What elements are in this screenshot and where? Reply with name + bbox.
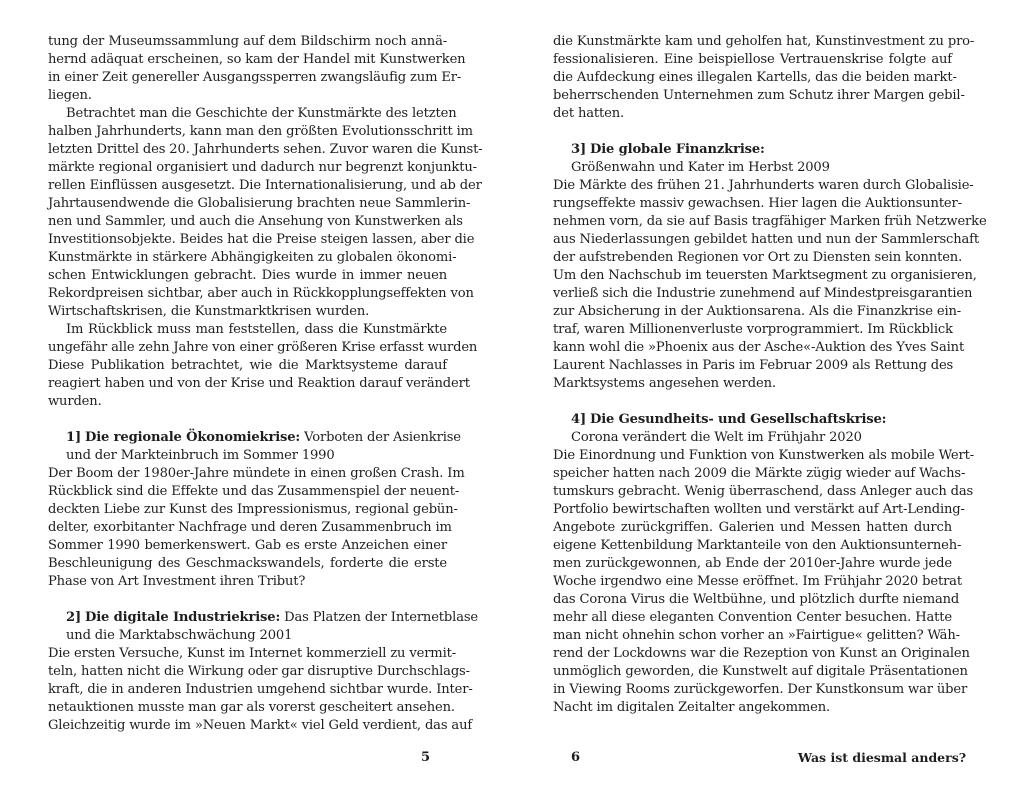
text-line: Investitionsobjekte. Beides hat die Preise steigen lassen, aber die (48, 232, 475, 247)
text-line: tung der Museumssammlung auf dem Bildschirm noch annä- (48, 34, 447, 49)
text-line: die Kunstmärkte kam und geholfen hat, Kunstinvestment zu pro- (553, 34, 975, 49)
text-line: Rekordpreisen sichtbar, aber auch in Rückkopplungseffekten von (48, 286, 474, 301)
section-subtitle: und die Marktabschwächung 2001 (66, 628, 293, 643)
text-line: reagiert haben und von der Krise und Reaktion darauf verändert (48, 376, 470, 391)
text-line: Kunstmärkte in stärkere Abhängigkeiten zu globalen ökonomi- (48, 250, 457, 265)
text-line: Der Boom der 1980er-Jahre mündete in einen großen Crash. Im (48, 466, 465, 481)
text-line: die Aufdeckung eines illegalen Kartells, das die beiden markt- (553, 70, 957, 85)
text-line: Sommer 1990 bemerkenswert. Gab es erste Anzeichen einer (48, 538, 447, 553)
spacer (553, 123, 952, 141)
text-line: Jahrtausendwende die Globalisierung brachten neue Sammlerin- (48, 196, 471, 211)
text-line: Diese Publikation betrachtet, wie die Marktsysteme darauf (48, 358, 447, 373)
text-line: hernd adäquat erscheinen, so kam der Handel mit Kunstwerken (48, 52, 466, 67)
text-line: beherrschenden Unternehmen zum Schutz ihrer Margen gebil- (553, 88, 965, 103)
text-line: Phase von Art Investment ihren Tribut? (48, 574, 306, 589)
text-line: rellen Einflüssen ausgesetzt. Die Internationalisierung, und ab der (48, 178, 482, 193)
section-subtitle: Das Platzen der Internetblase (284, 610, 479, 625)
section-3 (553, 141, 987, 393)
paragraph-1 (48, 33, 466, 105)
spacer (48, 591, 447, 609)
section-number: 2] (66, 610, 82, 625)
right-text-column (553, 33, 987, 717)
text-line: märkte regional organisiert und dadurch nur begrenzt konjunktu- (48, 160, 477, 175)
section-title: Die globale Finanzkrise: (590, 142, 765, 157)
section-heading (553, 141, 952, 159)
spacer (553, 393, 952, 411)
text-line: Beschleunigung des Geschmackswandels, forderte die erste (48, 556, 447, 571)
text-line: Rückblick sind die Effekte und das Zusammenspiel der neuent- (48, 484, 460, 499)
text-line: Betrachtet man die Geschichte der Kunstmärkte des letzten (66, 106, 457, 121)
text-line: nen und Sammler, und auch die Ansehung von Kunstwerken als (48, 214, 463, 229)
text-line: Wirtschaftskrisen, die Kunstmarktkrisen wurden. (48, 304, 370, 319)
text-line: liegen. (48, 88, 92, 103)
text-line: der aufstrebenden Regionen vor Ort zu Diensten sein konnten. (553, 250, 963, 265)
text-line: nehmen vorn, da sie auf Basis tragfähiger Marken früh Netzwerke (553, 214, 987, 229)
text-line: Marktsystems angesehen werden. (553, 376, 776, 391)
text-line: aus Niederlassungen gebildet hatten und nun der Sammlerschaft (553, 232, 979, 247)
text-line: Im Rückblick muss man feststellen, dass die Kunstmärkte (66, 322, 447, 337)
section-number: 4] (571, 412, 587, 427)
section-subtitle: Größenwahn und Kater im Herbst 2009 (571, 160, 830, 175)
section-number: 3] (571, 142, 587, 157)
text-line: fessionalisieren. Eine beispiellose Vertrauenskrise folgte auf (553, 52, 952, 67)
text-line: tumskurs gebracht. Wenig überraschend, dass Anleger auch das (553, 484, 974, 499)
text-line: Um den Nachschub im teuersten Marktsegment zu organisieren, (553, 268, 977, 283)
text-line: in einer Zeit genereller Ausgangssperren zwangsläufig zum Er- (48, 70, 462, 85)
text-line: letzten Drittel des 20. Jahrhunderts sehen. Zuvor waren die Kunst- (48, 142, 483, 157)
section-2 (48, 609, 479, 735)
spacer (48, 411, 447, 429)
text-line: Gleichzeitig wurde im »Neuen Markt« viel Geld verdient, das auf (48, 718, 473, 733)
text-line: das Corona Virus die Weltbühne, und plötzlich durfte niemand (553, 592, 960, 607)
text-line: deckten Liebe zur Kunst des Impressionismus, regional gebün- (48, 502, 458, 517)
section-heading (553, 411, 952, 429)
text-line: mehr all diese eleganten Convention Center besuchen. Hatte (553, 610, 952, 625)
section-subtitle: Corona verändert die Welt im Frühjahr 2020 (571, 430, 862, 445)
text-line: rungseffekte massiv gewachsen. Hier lagen die Auktionsunter- (553, 196, 962, 211)
text-line: kann wohl die »Phoenix aus der Asche«-Auktion des Yves Saint (553, 340, 965, 355)
section-heading (48, 429, 461, 447)
text-line: traf, waren Millionenverluste vorprogrammiert. Im Rückblick (553, 322, 953, 337)
paragraph-2 (48, 105, 483, 321)
section-title: Die Gesundheits- und Gesellschaftskrise: (590, 412, 887, 427)
text-line: Die Einordnung und Funktion von Kunstwerken als mobile Wert- (553, 448, 975, 463)
text-line: halben Jahrhunderts, kann man den größten Evolutionsschritt im (48, 124, 473, 139)
text-line: verließ sich die Industrie zunehmend auf Mindestpreisgarantien (553, 286, 973, 301)
text-line: Angebote zurückgriffen. Galerien und Messen hatten durch (553, 520, 952, 535)
section-number: 1] (66, 430, 82, 445)
text-line: det hatten. (553, 106, 625, 121)
text-line: wurden. (48, 394, 102, 409)
text-line: Die Märkte des frühen 21. Jahrhunderts waren durch Globalisie- (553, 178, 974, 193)
page-number: 5 (421, 750, 431, 765)
text-line: man nicht ohnehin schon vorher an »Fairtigue« gelitten? Wäh- (553, 628, 960, 643)
section-heading (48, 609, 479, 627)
text-line: Nacht im digitalen Zeitalter angekommen. (553, 700, 831, 715)
paragraph-3 (48, 321, 478, 411)
text-line: ungefähr alle zehn Jahre von einer größeren Krise erfasst wurden (48, 340, 478, 355)
text-line: zur Absicherung in der Auktionsarena. Als die Finanzkrise ein- (553, 304, 962, 319)
text-line: speicher hatten nach 2009 die Märkte zügig wieder auf Wachs- (553, 466, 966, 481)
text-line: schen Entwicklungen gebracht. Dies wurde in immer neuen (48, 268, 447, 283)
running-title: Was ist diesmal anders? (798, 750, 967, 765)
right-page (505, 0, 1010, 800)
left-text-column (48, 33, 483, 735)
text-line: Portfolio bewirtschaften wollten und verstärkt auf Art-Lending- (553, 502, 965, 517)
section-4 (553, 411, 975, 717)
page-number: 6 (571, 750, 581, 765)
text-line: men zurückgewonnen, ab Ende der 2010er-Jahre wurde jede (553, 556, 952, 571)
text-line: unmöglich geworden, die Kunstwelt auf digitale Präsentationen (553, 664, 968, 679)
section-title: Die digitale Industriekrise: (85, 610, 281, 625)
text-line: delter, exorbitanter Nachfrage und deren Zusammenbruch im (48, 520, 452, 535)
section-title: Die regionale Ökonomiekrise: (85, 430, 301, 445)
text-line: Laurent Nachlasses in Paris im Februar 2009 als Rettung des (553, 358, 954, 373)
text-line: Woche irgendwo eine Messe eröffnet. Im Frühjahr 2020 betrat (553, 574, 962, 589)
section-1 (48, 429, 465, 591)
section-subtitle: Vorboten der Asienkrise (304, 430, 461, 445)
text-line: Die ersten Versuche, Kunst im Internet kommerziell zu vermit- (48, 646, 457, 661)
text-line: teln, hatten nicht die Wirkung oder gar disruptive Durchschlags- (48, 664, 470, 679)
section-subtitle: und der Markteinbruch im Sommer 1990 (66, 448, 335, 463)
text-line: kraft, die in anderen Industrien umgehend sichtbar wurde. Inter- (48, 682, 473, 697)
text-line: rend der Lockdowns war die Rezeption von Kunst an Originalen (553, 646, 970, 661)
text-line: netauktionen musste man gar als vorerst gescheitert ansehen. (48, 700, 455, 715)
text-line: in Viewing Rooms zurückgeworfen. Der Kunstkonsum war über (553, 682, 968, 697)
text-line: eigene Kettenbildung Marktanteile von den Auktionsunterneh- (553, 538, 962, 553)
paragraph-1 (553, 33, 975, 123)
